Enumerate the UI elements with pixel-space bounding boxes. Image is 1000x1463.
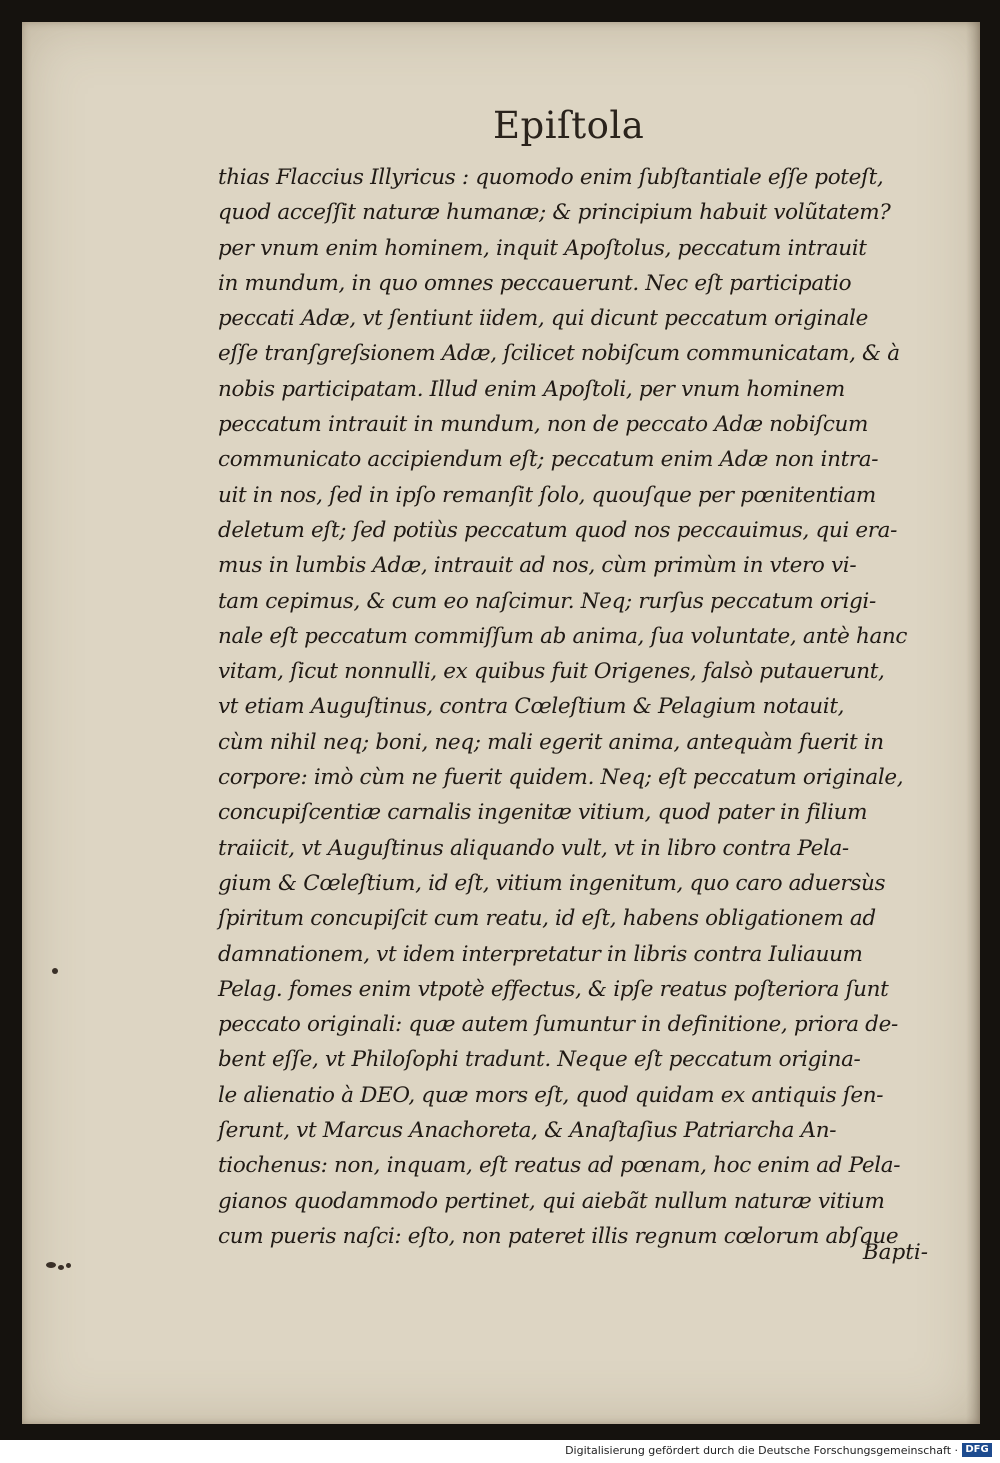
page-edge-shadow	[966, 22, 980, 1424]
text-line: quod acceſſit naturæ humanæ; & principium habuit volũtatem?	[218, 200, 891, 226]
ink-speck	[66, 1263, 71, 1268]
text-line: cùm nihil neq; boni, neq; mali egerit anima, antequàm fuerit in	[218, 729, 884, 755]
text-line: in mundum, in quo omnes peccauerunt. Nec eſt participatio	[218, 270, 852, 296]
text-line: gianos quodammodo pertinet, qui aiebãt nullum naturæ vitium	[218, 1188, 885, 1214]
text-line: bent eſſe, vt Philoſophi tradunt. Neque eſt peccatum origina-	[218, 1047, 861, 1073]
text-line: ſpiritum concupiſcit cum reatu, id eſt, habens obligationem ad	[218, 906, 876, 932]
text-line: vitam, ſicut nonnulli, ex quibus fuit Origenes, falsò putauerunt,	[218, 659, 885, 685]
dfg-logo: DFG	[962, 1443, 992, 1457]
text-line: tiochenus: non, inquam, eſt reatus ad pœnam, hoc enim ad Pela-	[218, 1153, 901, 1179]
text-line: damnationem, vt idem interpretatur in libris contra Iuliauum	[218, 941, 863, 967]
text-line: vt etiam Auguſtinus, contra Cœleſtium & Pelagium notauit,	[218, 694, 845, 720]
catchword: Bapti-	[862, 1240, 928, 1265]
text-line: communicato accipiendum eſt; peccatum enim Adæ non intra-	[218, 447, 879, 473]
text-line: Pelag. fomes enim vtpotè effectus, & ipſe reatus poſteriora ſunt	[218, 976, 889, 1002]
funding-credit: Digitalisierung gefördert durch die Deutsche Forschungsgemeinschaft ·	[565, 1444, 958, 1457]
text-line: uit in nos, ſed in ipſo remanſit ſolo, quouſque per pœnitentiam	[218, 482, 876, 508]
text-line: peccatum intrauit in mundum, non de peccato Adæ nobiſcum	[218, 412, 869, 438]
text-line: cum pueris naſci: eſto, non pateret illis regnum cœlorum abſque	[218, 1223, 899, 1249]
text-line: le alienatio à DEO, quæ mors eſt, quod quidam ex antiquis ſen-	[218, 1082, 884, 1108]
ink-speck	[46, 1262, 56, 1268]
text-line: peccato originali: quæ autem ſumuntur in definitione, priora de-	[218, 1012, 898, 1038]
running-head: Epiſtola	[493, 104, 645, 147]
text-line: deletum eſt; ſed potiùs peccatum quod nos peccauimus, qui era-	[218, 517, 898, 543]
body-text	[218, 160, 930, 1254]
text-line: concupiſcentiæ carnalis ingenitæ vitium, quod pater in filium	[218, 800, 868, 826]
text-line: tam cepimus, & cum eo naſcimur. Neq; rurſus peccatum origi-	[218, 588, 876, 614]
text-line: nale eſt peccatum commiſſum ab anima, ſua voluntate, antè hanc	[218, 623, 908, 649]
text-line: nobis participatam. Illud enim Apoſtoli, per vnum hominem	[218, 376, 845, 402]
text-line: thias Flaccius Illyricus : quomodo enim ſubſtantiale eſſe poteſt,	[218, 165, 884, 190]
text-line: eſſe tranſgreſsionem Adæ, ſcilicet nobiſcum communicatam, & à	[218, 341, 900, 367]
text-line: gium & Cœleſtium, id eſt, vitium ingenitum, quo caro aduersùs	[218, 870, 886, 896]
ink-speck	[52, 968, 58, 974]
text-line: mus in lumbis Adæ, intrauit ad nos, cùm primùm in vtero vi-	[218, 553, 857, 579]
text-line: per vnum enim hominem, inquit Apoſtolus, peccatum intrauit	[218, 235, 867, 261]
text-line: ſerunt, vt Marcus Anachoreta, & Anaſtaſius Patriarcha An-	[218, 1118, 837, 1144]
text-line: corpore: imò cùm ne fuerit quidem. Neq; eſt peccatum originale,	[218, 765, 904, 791]
text-line: peccati Adæ, vt ſentiunt iidem, qui dicunt peccatum originale	[218, 306, 868, 332]
ink-speck	[58, 1265, 64, 1270]
text-line: traiicit, vt Auguſtinus aliquando vult, vt in libro contra Pela-	[218, 835, 849, 861]
